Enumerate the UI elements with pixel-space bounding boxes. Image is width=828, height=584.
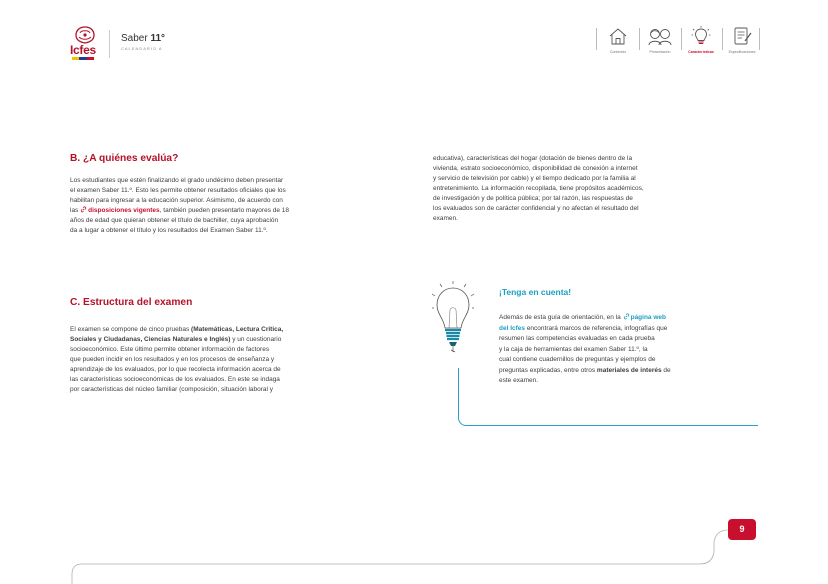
text-fragment: de	[661, 366, 671, 374]
nav-label: Contenido	[609, 50, 627, 54]
product-name: Saber	[121, 33, 148, 44]
text-fragment: preguntas explicadas, entre otros	[499, 366, 597, 374]
nav-label: Características	[688, 50, 714, 54]
text-fragment: encontrará marcos de referencia, infografías que	[525, 324, 668, 332]
text-line: el examen Saber 11.º. Esto les permite obtener resultados oficiales que los	[70, 187, 286, 194]
section-c-title: C. Estructura del examen	[70, 297, 193, 308]
text-line: da a lugar a obtener el título y los resultados del Examen Saber 11.º.	[70, 227, 268, 234]
link-text: disposiciones vigentes	[88, 207, 160, 214]
text-line: este examen.	[499, 377, 539, 384]
text-line: por características del núcleo familiar (composición, situación laboral y	[70, 386, 274, 393]
text-line: aprendizaje de los evaluados, por lo que recolecta información acerca de	[70, 366, 281, 373]
pagina-web-icfes-link-continued[interactable]: del Icfes	[499, 324, 526, 332]
text-line: y la caja de herramientas del examen Saber 11.º, la	[499, 345, 648, 353]
text-fragment: El examen se compone de cinco pruebas	[70, 326, 192, 333]
nav-label: Presentación	[649, 50, 671, 54]
text-line: socioeconómico. Este último permite obtener información de factores	[70, 346, 270, 353]
text-line: resumen las competencias evaluadas en cada prueba	[499, 335, 655, 342]
text-fragment: , también pueden presentarlo mayores de 18	[159, 207, 290, 214]
text-line: educativa), características del hogar (dotación de bienes dentro de la	[433, 155, 633, 162]
text-line: entretenimiento. La información recopilada, tiene propósitos académicos,	[433, 185, 644, 192]
text-line: y servicio de televisión por cable) y el tiempo dedicado por la familia al	[433, 175, 636, 182]
text-line: los evaluados son de carácter confidencial y no afectan el resultado del	[433, 205, 639, 212]
text-line: que pueden incidir en los resultados y en los procesos de enseñanza y	[70, 356, 275, 363]
text-line: años de edad que quieran obtener el título de bachiller, cuya aprobación	[70, 217, 279, 224]
text-line: de investigación y de política pública; por tal razón, las respuestas de	[433, 195, 633, 202]
link-text: página web	[630, 314, 666, 321]
callout-title: ¡Tenga en cuenta!	[499, 287, 572, 297]
text-line: las características socioeconómicas de los evaluados. En este se indaga	[70, 376, 280, 383]
page-number-badge: 9	[728, 519, 756, 540]
text-fragment: y un cuestionario	[230, 336, 282, 343]
logo-wordmark: Icfes	[70, 43, 96, 57]
section-b-title: B. ¿A quiénes evalúa?	[70, 153, 179, 164]
bold-fragment: Sociales y Ciudadanas, Ciencias Naturales e Inglés)	[70, 336, 231, 343]
bold-fragment: (Matemáticas, Lectura Crítica,	[191, 326, 284, 333]
text-line: Los estudiantes que estén finalizando el grado undécimo deben presentar	[70, 177, 284, 184]
text-line: examen.	[433, 215, 458, 222]
text-line: vivienda, estrato socioeconómico, disponibilidad de conexión a internet	[433, 165, 638, 172]
text-fragment: Además de esta guía de orientación, en la	[499, 314, 623, 321]
text-line: habilitan para ingresar a la educación superior. Asimismo, de acuerdo con	[70, 197, 283, 204]
nav-label: Especificaciones	[728, 50, 756, 54]
text-line: cual contiene cuadernillos de preguntas y ejemplos de	[499, 356, 656, 363]
product-subtitle: CALENDARIO A	[121, 46, 163, 51]
bold-fragment: materiales de interés	[596, 366, 662, 374]
product-number: 11°	[150, 33, 166, 44]
text-fragment: las	[70, 207, 81, 214]
